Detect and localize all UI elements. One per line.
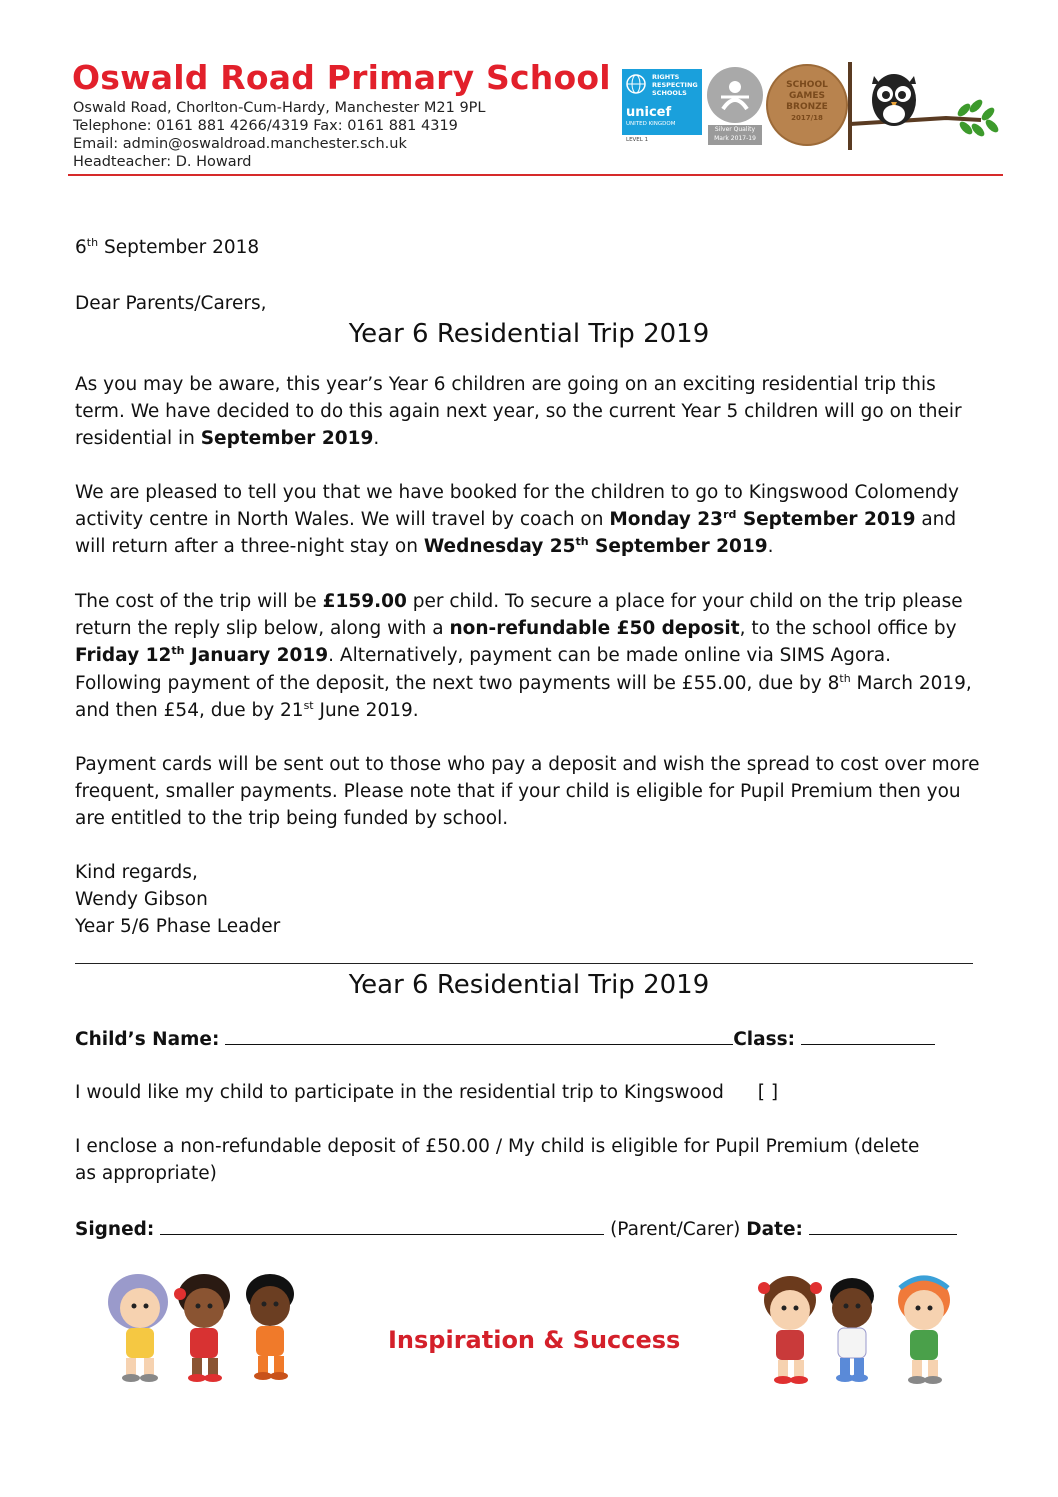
children-illustration-right <box>748 1266 968 1388</box>
child-6-icon <box>898 1276 950 1384</box>
games-line-2: GAMES <box>789 91 825 101</box>
deposit-statement: I enclose a non-refundable deposit of £50.00 / My child is eligible for Pupil Premium (delete as appropriate) <box>75 1136 920 1185</box>
letter-title: Year 6 Residential Trip 2019 <box>348 319 710 349</box>
artsmark-badge <box>707 67 763 123</box>
paragraph-4: Payment cards will be sent out to those who pay a deposit and wish the spread to cost over more frequent, smaller payments. Please note that if your child is eligible for Pupil Premium then you are entitled to the trip being funded by school. <box>75 754 980 830</box>
child-4-icon <box>758 1276 822 1384</box>
school-telephone: Telephone: 0161 881 4266/4319 Fax: 0161 881 4319 <box>73 118 458 134</box>
greeting: Dear Parents/Carers, <box>75 293 267 314</box>
signed-label: Signed: <box>75 1219 155 1240</box>
paragraph-2: We are pleased to tell you that we have booked for the children to go to Kingswood Colomendy activity centre in North Wales. We will travel by coach on Monday 23rd September 2019 and will return after a three-night stay on Wednesday 25th September 2019. <box>75 482 959 558</box>
owl-icon <box>872 74 916 126</box>
class-field[interactable] <box>801 1024 935 1045</box>
child-2-icon <box>174 1274 230 1382</box>
header-divider <box>68 174 1003 176</box>
unicef-wordmark: unicef <box>626 105 672 120</box>
school-address: Oswald Road, Chorlton-Cum-Hardy, Manchester M21 9PL <box>73 100 486 116</box>
figure-icon <box>707 67 763 123</box>
child-5-icon <box>830 1278 874 1382</box>
globe-icon <box>625 73 647 95</box>
school-email: Email: admin@oswaldroad.manchester.sch.uk <box>73 136 407 152</box>
games-line-3: BRONZE <box>786 102 828 112</box>
letter-date: 6th September 2018 <box>75 235 260 258</box>
signature-row <box>75 1214 980 1243</box>
level-label: LEVEL 1 <box>626 137 649 143</box>
unicef-rights-respecting-badge <box>622 69 702 135</box>
parent-carer-label: (Parent/Carer) <box>610 1219 741 1240</box>
child-name-row <box>75 1024 980 1053</box>
games-line-4: 2017/18 <box>791 114 823 122</box>
reply-slip-title: Year 6 Residential Trip 2019 <box>348 970 710 1000</box>
participate-checkbox[interactable]: [ ] <box>757 1082 779 1103</box>
date-label: Date: <box>746 1219 803 1240</box>
unicef-subtitle: UNITED KINGDOM <box>626 121 676 127</box>
child-3-icon <box>246 1274 294 1380</box>
paragraph-1: As you may be aware, this year’s Year 6 children are going on an exciting residential trip this term. We have decided to do this again next year, so the current Year 5 children will go on their residential in September 2019. <box>75 374 962 450</box>
school-games-bronze-badge <box>766 64 848 146</box>
signer-role: Year 5/6 Phase Leader <box>75 916 281 937</box>
paragraph-3: The cost of the trip will be £159.00 per child. To secure a place for your child on the trip please return the reply slip below, along with a non-refundable £50 deposit, to the school office by Friday 12th January 2019. Alternatively, payment can be made online via SIMS Agora. Following payment of the deposit, the next two payments will be £55.00, due by 8th March 2019, and then £54, due by 21st June 2019. <box>75 591 972 721</box>
date-field[interactable] <box>809 1214 957 1235</box>
owl-branch-logo <box>846 62 1006 154</box>
rights-line-1: RIGHTS <box>652 73 680 81</box>
class-label: Class: <box>733 1029 796 1050</box>
games-line-1: SCHOOL <box>786 80 828 90</box>
headteacher: Headteacher: D. Howard <box>73 154 252 170</box>
tagline: Inspiration & Success <box>388 1326 681 1354</box>
participate-row <box>75 1079 980 1106</box>
participate-text: I would like my child to participate in the residential trip to Kingswood <box>75 1082 724 1103</box>
child-name-label: Child’s Name: <box>75 1029 220 1050</box>
rights-line-3: SCHOOLS <box>652 89 687 97</box>
rights-line-2: RESPECTING <box>652 81 698 89</box>
child-name-field[interactable] <box>225 1024 733 1045</box>
school-name: Oswald Road Primary School <box>72 58 611 97</box>
child-1-icon <box>108 1274 168 1382</box>
closing: Kind regards, <box>75 862 198 883</box>
signer-name: Wendy Gibson <box>75 889 208 910</box>
reply-slip-divider <box>75 963 973 964</box>
artsmark-caption: Silver Quality Mark 2017-19 <box>708 125 762 145</box>
children-illustration-left <box>96 1264 316 1384</box>
signature-field[interactable] <box>160 1214 604 1235</box>
